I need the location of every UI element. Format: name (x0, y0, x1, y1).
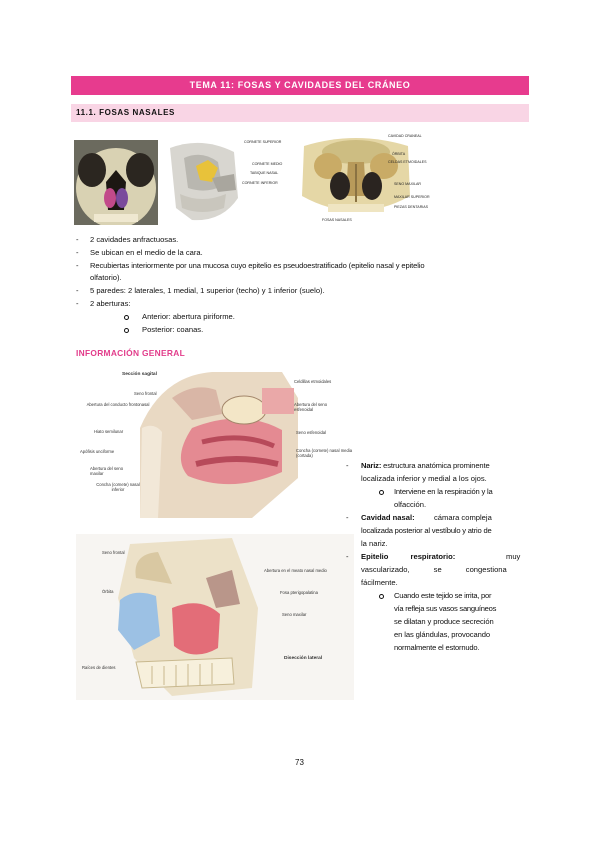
bullet-icon (124, 328, 129, 333)
fig3-label: Seno frontal (102, 550, 125, 555)
fig3-label: Raíces de dientes (82, 665, 116, 670)
label-tabique-nasal: TABIQUE NASAL (250, 171, 279, 175)
info-heading: INFORMACIÓN GENERAL (76, 348, 185, 358)
label-fosas-nasales: FOSAS NASALES (322, 218, 352, 222)
fig2-label: Abertura del seno maxilar (90, 466, 124, 476)
fig3-label: Abertura en el meato nasal medio (264, 568, 327, 573)
sagittal-figure (76, 366, 362, 522)
term-nariz: Nariz: (361, 461, 382, 470)
fig2-label: Concha (cornete) nasal media (cortada) (296, 448, 353, 458)
lateral-dissection-illustration (112, 538, 262, 698)
bullet-icon (379, 594, 384, 599)
fig2-label: Abertura del seno esfenoidal (294, 402, 328, 412)
skull-frontal-photo (74, 140, 158, 225)
term-epitelio: Epitelio respiratorio: (361, 552, 456, 561)
page-number: 73 (295, 758, 304, 767)
label-cornete-inferior: CORNETE INFERIOR (242, 181, 278, 185)
fig2-label: Celdillas etmoidales (294, 379, 332, 384)
fig2-label: Concha (cornete) nasal inferior (96, 482, 140, 492)
right-column: - Nariz: estructura anatómica prominente localizada inferior y medial a los ojos. Interviene en la respiración y la olfacción. - Cavidad nasal: cámara compleja localizada posterior al vestíbulo y atrio de la nariz. - Epitelio respiratorio: muy vascularizado, se congestiona fácilmente. Cuando este tejido se irrita, por vía refleja sus vasos sanguíneos se dilatan y produce secreción en las glándulas, provocando normalmente el estornudo. (346, 461, 521, 652)
fig2-label: Apófisis unciforme (80, 449, 115, 454)
fig3-label: Órbita (102, 589, 114, 594)
label-orbita: ÓRBITA (392, 152, 406, 156)
sagittal-section-illustration (132, 368, 302, 520)
bullet-icon (124, 315, 129, 320)
bullet-list: - 2 cavidades anfractuosas. - Se ubican en el medio de la cara. - Recubiertas interiormente por una mucosa cuyo epitelio es pseudoestratificado (epitelio nasal y epitelio olfatorio). - 5 paredes: 2 laterales, 1 medial, 1 superior (techo) y 1 inferior (suelo). - 2 aberturas: Anterior: abertura piriforme. Posterior: coanas. (76, 235, 425, 334)
section-title: 11.1. FOSAS NASALES (71, 104, 529, 122)
fig3-label: Seno maxilar (282, 612, 307, 617)
label-cornete-medio: CORNETE MEDIO (252, 162, 283, 166)
label-seno-maxilar: SENO MAXILAR (394, 182, 421, 186)
label-piezas-dentarias: PIEZAS DENTARIAS (394, 205, 429, 209)
label-cavidad-craneal: CAVIDAD CRANEAL (388, 134, 422, 138)
fig2-title: Sección sagital (122, 372, 157, 377)
fig2-label: Abertura del conducto frontonasal (86, 402, 150, 407)
fig2-label: Seno frontal (134, 391, 157, 396)
lateral-figure (76, 534, 354, 700)
label-celdas-etmoidales: CELDAS ETMOIDALES (388, 160, 427, 164)
fig3-label: Fosa pterigopalatina (280, 590, 318, 595)
skull-figure-row (74, 134, 434, 228)
fig2-label: Seno esfenoidal (296, 430, 327, 435)
bullet-icon (379, 490, 384, 495)
label-maxilar-superior: MAXILAR SUPERIOR (394, 195, 430, 199)
fig3-label: Disección lateral (284, 656, 323, 661)
chapter-title: TEMA 11: FOSAS Y CAVIDADES DEL CRÁNEO (71, 76, 529, 95)
fig2-label: Hiato semilunar (94, 429, 124, 434)
label-cornete-superior: CORNETE SUPERIOR (244, 140, 282, 144)
term-cavidad-nasal: Cavidad nasal: (361, 513, 415, 522)
skull-lateral-illustration (162, 138, 242, 223)
